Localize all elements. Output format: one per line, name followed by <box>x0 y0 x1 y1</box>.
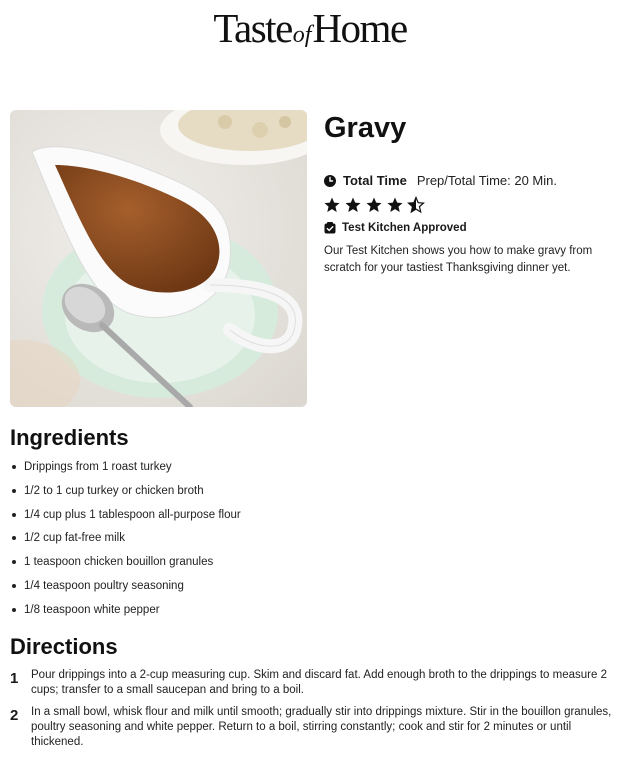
ingredient-item: 1/2 cup fat-free milk <box>10 529 610 553</box>
step-number: 1 <box>10 670 19 687</box>
total-time-label: Total Time <box>343 173 407 188</box>
ingredients-list <box>10 458 610 625</box>
direction-step <box>10 668 615 698</box>
directions-list <box>10 668 615 757</box>
star-half-icon <box>407 196 425 214</box>
logo-taste: Taste <box>213 5 292 51</box>
directions-heading: Directions <box>10 634 118 659</box>
step-number: 2 <box>10 707 19 724</box>
gravy-boat-photo <box>10 110 307 407</box>
star-full-icon <box>344 196 362 214</box>
step-text: Pour drippings into a 2-cup measuring cup. Skim and discard fat. Add enough broth to the drippings to measure 2 cups; transfer to a small saucepan and bring to a boil. <box>31 669 607 696</box>
logo-of: of <box>292 22 312 48</box>
approved-badge-icon <box>324 222 336 234</box>
rating-stars[interactable] <box>323 196 425 214</box>
direction-step <box>10 705 615 750</box>
approved-label: Test Kitchen Approved <box>342 222 467 234</box>
ingredient-item: 1/4 teaspoon poultry seasoning <box>10 577 610 601</box>
star-full-icon <box>386 196 404 214</box>
ingredient-item: 1/8 teaspoon white pepper <box>10 601 610 625</box>
logo-home: Home <box>312 5 407 51</box>
ingredient-item: 1/4 cup plus 1 tablespoon all-purpose flour <box>10 506 610 530</box>
recipe-photo <box>10 110 307 407</box>
step-text: In a small bowl, whisk flour and milk until smooth; gradually stir into drippings mixture. Stir in the bouillon granules, poultry seasoning and white pepper. Return to a boil, stirring constantly; cook and stir for 2 minutes or until thickened. <box>31 706 612 748</box>
ingredient-item: 1 teaspoon chicken bouillon granules <box>10 553 610 577</box>
site-logo[interactable] <box>0 6 620 57</box>
star-full-icon <box>365 196 383 214</box>
ingredient-item: 1/2 to 1 cup turkey or chicken broth <box>10 482 610 506</box>
test-kitchen-approved <box>324 222 467 234</box>
recipe-description: Our Test Kitchen shows you how to make gravy from scratch for your tastiest Thanksgiving dinner yet. <box>324 245 593 274</box>
total-time-row <box>324 173 557 188</box>
star-full-icon <box>323 196 341 214</box>
clock-icon <box>324 175 336 187</box>
ingredients-heading: Ingredients <box>10 425 129 450</box>
recipe-title: Gravy <box>324 112 407 144</box>
total-time-value: Prep/Total Time: 20 Min. <box>416 173 557 188</box>
ingredient-item: Drippings from 1 roast turkey <box>10 458 610 482</box>
